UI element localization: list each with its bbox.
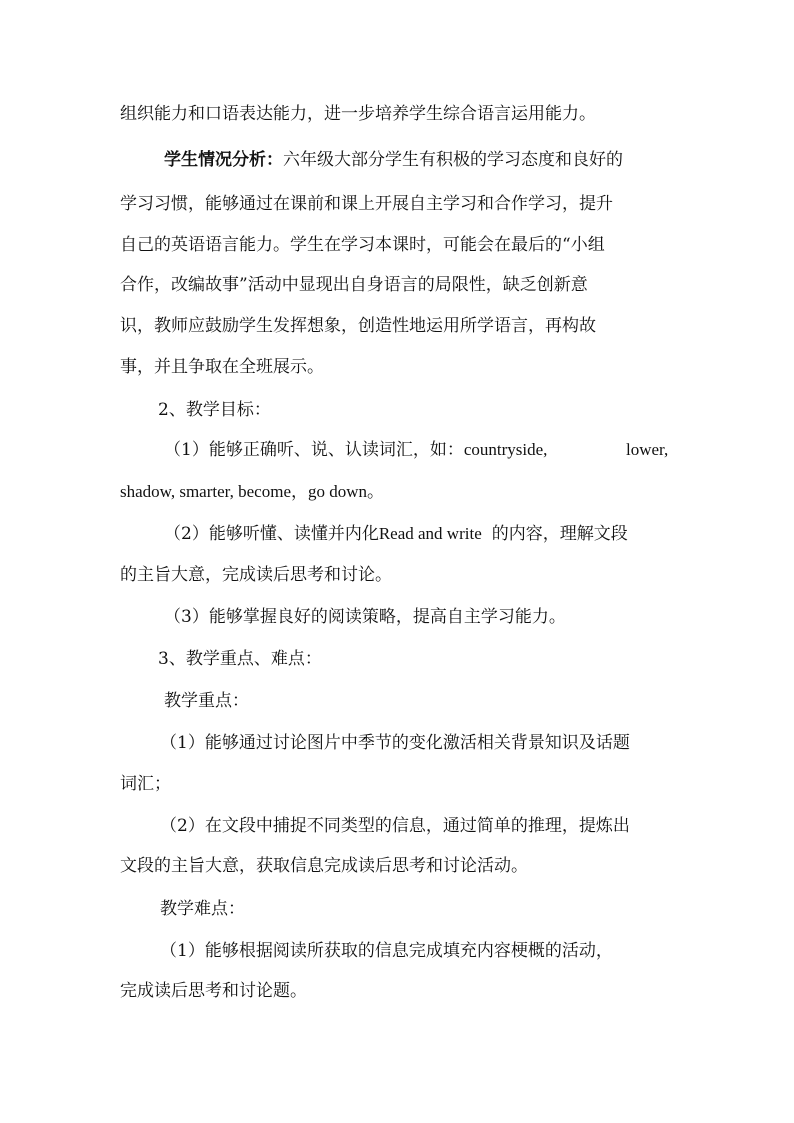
section-heading-key-points [158, 648, 322, 670]
paragraph-line [164, 439, 547, 461]
line-text: 组织能力和口语表达能力，进一步培养学生综合语言运用能力。 [120, 104, 596, 124]
paragraph-line [120, 773, 171, 795]
paragraph-line [120, 980, 307, 1002]
line-text: 2、教学目标： [158, 400, 271, 420]
section-heading-teaching-goals [158, 399, 271, 421]
section-heading-student-analysis: 学生情况分析： [164, 150, 283, 170]
line-text: 词汇； [120, 774, 171, 794]
paragraph-line [120, 481, 384, 503]
line-text: （2）能够听懂、读懂并内化 [164, 524, 379, 544]
paragraph-line [164, 523, 628, 545]
paragraph-line [120, 356, 324, 378]
subheading-key-points [164, 690, 249, 712]
line-text: （1）能够正确听、说、认读词汇，如： [164, 440, 464, 460]
paragraph-line [164, 149, 623, 171]
vocab-word: lower, [626, 440, 669, 459]
subheading-difficulties [160, 898, 245, 920]
line-text: 3、教学重点、难点： [158, 649, 322, 669]
paragraph-line [120, 315, 596, 337]
line-text: 自己的英语语言能力。学生在学习本课时，可能会在最后的“小组 [120, 235, 605, 255]
line-text: 合作，改编故事”活动中显现出自身语言的局限性，缺乏创新意 [120, 275, 588, 295]
paragraph-line [160, 940, 613, 962]
paragraph-line [120, 234, 605, 256]
lesson-title: Read and write [378, 524, 482, 543]
paragraph-line [164, 606, 566, 628]
paragraph-line [160, 732, 630, 754]
line-text: （1）能够根据阅读所获取的信息完成填充内容梗概的活动， [160, 941, 613, 961]
paragraph-line [120, 564, 392, 586]
line-text: 识，教师应鼓励学生发挥想象，创造性地运用所学语言，再构故 [120, 316, 596, 336]
line-text: 六年级大部分学生有积极的学习态度和良好的 [283, 150, 623, 170]
line-text: 教学重点： [164, 691, 249, 711]
vocab-word: countryside, [463, 440, 548, 459]
line-text: 的主旨大意，完成读后思考和讨论。 [120, 565, 392, 585]
paragraph-line [120, 274, 588, 296]
line-text: 事，并且争取在全班展示。 [120, 357, 324, 377]
paragraph-line [626, 439, 668, 461]
vocab-list: shadow, smarter, become，go down。 [120, 482, 385, 501]
paragraph-line [120, 855, 528, 877]
line-text: 完成读后思考和讨论题。 [120, 981, 307, 1001]
line-text: （3）能够掌握良好的阅读策略，提高自主学习能力。 [164, 607, 566, 627]
line-text: （1）能够通过讨论图片中季节的变化激活相关背景知识及话题 [160, 733, 630, 753]
line-text: （2）在文段中捕捉不同类型的信息，通过简单的推理，提炼出 [160, 816, 630, 836]
paragraph-line [120, 103, 596, 125]
line-text: 的内容，理解文段 [491, 524, 628, 544]
line-text: 学习习惯，能够通过在课前和课上开展自主学习和合作学习，提升 [120, 194, 613, 214]
line-text: 文段的主旨大意，获取信息完成读后思考和讨论活动。 [120, 856, 528, 876]
paragraph-line [120, 193, 613, 215]
line-text: 教学难点： [160, 899, 245, 919]
paragraph-line [160, 815, 630, 837]
